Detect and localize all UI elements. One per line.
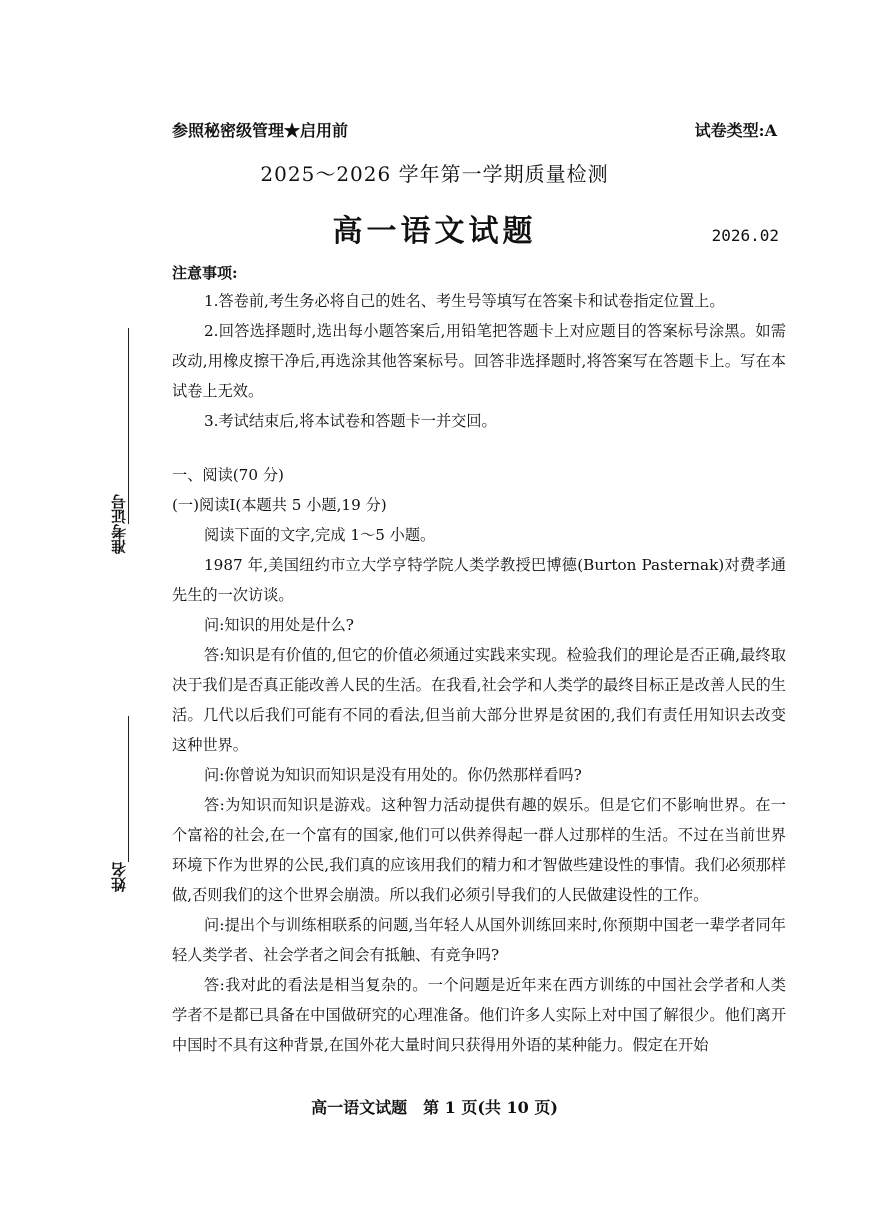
reading-section <box>172 460 786 1060</box>
passage-paragraph: 1987 年,美国纽约市立大学亨特学院人类学教授巴博德(Burton Pasternak)对费孝通先生的一次访谈。 <box>172 556 786 604</box>
passage-paragraph: 答:为知识而知识是游戏。这种智力活动提供有趣的娱乐。但是它们不影响世界。在一个富裕的社会,在一个富有的国家,他们可以供养得起一群人过那样的生活。不过在当前世界环境下作为世界的公民,我们真的应该用我们的精力和才智做些建设性的事情。我们必须那样做,否则我们的这个世界会崩溃。所以我们必须引导我们的人民做建设性的工作。 <box>172 796 786 904</box>
notes-list <box>172 286 786 436</box>
exam-subtitle: 2025～2026 学年第一学期质量检测 <box>260 162 609 186</box>
note-item: 3.考试结束后,将本试卷和答题卡一并交回。 <box>204 412 497 430</box>
passage-paragraph: 答:知识是有价值的,但它的价值必须通过实践来实现。检验我们的理论是否正确,最终取决于我们是否真正能改善人民的生活。在我看,社会学和人类学的最终目标正是改善人民的生活。几代以后我们可能有不同的看法,但当前大部分世界是贫困的,我们有责任用知识去改变这种世界。 <box>172 646 786 754</box>
exam-title: 高一语文试题 <box>332 214 537 249</box>
paper-type-label: 试卷类型:A <box>694 121 777 140</box>
note-item: 2.回答选择题时,选出每小题答案后,用铅笔把答题卡上对应题目的答案标号涂黑。如需改动,用橡皮擦干净后,再选涂其他答案标号。回答非选择题时,将答案写在答题卡上。写在本试卷上无效。 <box>172 322 786 400</box>
section-instruction: 阅读下面的文字,完成 1～5 小题。 <box>204 526 436 544</box>
passage-paragraph: 问:知识的用处是什么? <box>204 616 354 634</box>
passage-paragraph: 问:你曾说为知识而知识是没有用处的。你仍然那样看吗? <box>204 766 582 784</box>
subsection-heading: (一)阅读Ⅰ(本题共 5 小题,19 分) <box>172 496 387 514</box>
notes-heading: 注意事项: <box>172 264 238 282</box>
passage-paragraph: 问:提出个与训练相联系的问题,当年轻人从国外训练回来时,你预期中国老一辈学者同年轻人类学者、社会学者之间会有抵触、有竞争吗? <box>172 916 786 964</box>
confidential-label: 参照秘密级管理★启用前 <box>172 121 349 140</box>
name-line <box>128 716 129 862</box>
page-footer: 高一语文试题 第 1 页(共 10 页) <box>311 1098 558 1117</box>
note-item: 1.答卷前,考生务必将自己的姓名、考生号等填写在答案卡和试卷指定位置上。 <box>204 292 725 310</box>
name-label: 姓名 <box>110 862 128 892</box>
exam-number-label: 准考证号 <box>110 494 128 554</box>
exam-date: 2026.02 <box>711 226 779 245</box>
section-heading: 一、阅读(70 分) <box>172 466 284 484</box>
passage-paragraph: 答:我对此的看法是相当复杂的。一个问题是近年来在西方训练的中国社会学者和人类学者不是都已具备在中国做研究的心理准备。他们许多人实际上对中国了解很少。他们离开中国时不具有这种背景,在国外花大量时间只获得用外语的某种能力。假定在开始 <box>172 976 786 1054</box>
